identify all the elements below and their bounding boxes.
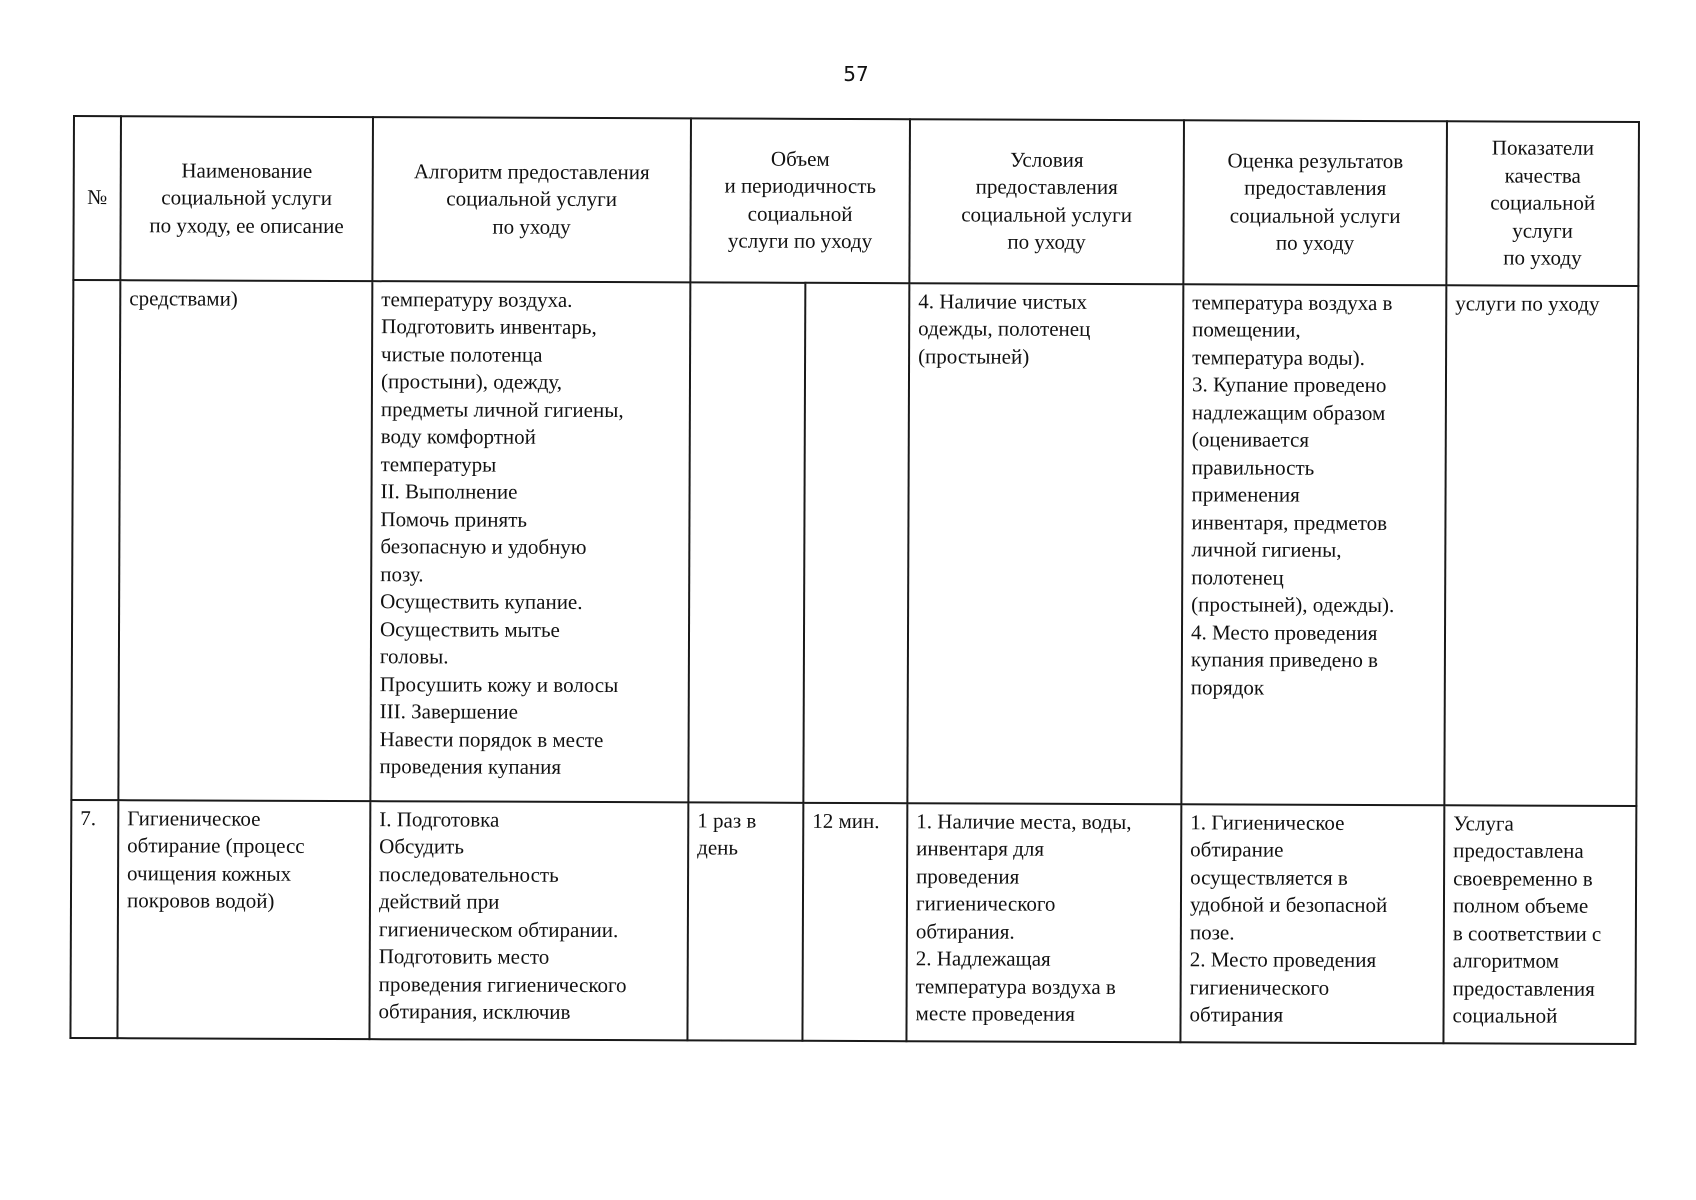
algorithm-cell: температуру воздуха. Подготовить инвентарь, чистые полотенца (простыни), одежду, предметы личной гигиены, воду комфортной температуры II. Выполнение Помочь принять безопасную и удобную позу. Осуществить купание. Осуществить мытье головы. Просушить кожу и волосы III. Завершение Навести порядок в месте проведения купания bbox=[370, 281, 690, 802]
duration-cell bbox=[803, 282, 909, 802]
duration-cell: 12 мин. bbox=[802, 802, 907, 1040]
table-row bbox=[70, 799, 1636, 1043]
frequency-cell bbox=[688, 282, 805, 802]
table-header-row bbox=[73, 116, 1639, 286]
conditions-cell: 1. Наличие места, воды, инвентаря для проведения гигиенического обтирания. 2. Надлежащая температура воздуха в месте проведения bbox=[906, 803, 1181, 1042]
header-conditions: Условия предоставления социальной услуги по уходу bbox=[909, 119, 1184, 284]
evaluation-cell: 1. Гигиеническое обтирание осуществляется в удобной и безопасной позе. 2. Место проведения гигиенического обтирания bbox=[1180, 804, 1444, 1043]
service-name-cell: средствами) bbox=[118, 280, 372, 801]
row-number: 7. bbox=[70, 799, 118, 1037]
conditions-cell: 4. Наличие чистых одежды, полотенец (простыней) bbox=[907, 283, 1183, 804]
page-number: 57 bbox=[843, 62, 869, 86]
services-table bbox=[69, 115, 1640, 1045]
header-service-name: Наименование социальной услуги по уходу, ее описание bbox=[120, 116, 373, 280]
evaluation-cell: температура воздуха в помещении, температура воды). 3. Купание проведено надлежащим образом (оценивается правильность применения инвентаря, предметов личной гигиены, полотенец (простыней), одежды). 4. Место проведения купания приведено в порядок bbox=[1181, 284, 1446, 805]
header-volume-frequency: Объем и периодичность социальной услуги по уходу bbox=[690, 118, 910, 282]
quality-cell: Услуга предоставлена своевременно в полном объеме в соответствии с алгоритмом предоставления социальной bbox=[1443, 805, 1636, 1044]
quality-cell: услуги по уходу bbox=[1444, 285, 1638, 806]
header-evaluation: Оценка результатов предоставления социальной услуги по уходу bbox=[1183, 120, 1447, 285]
frequency-cell: 1 раз в день bbox=[687, 802, 803, 1040]
service-name-cell: Гигиеническое обтирание (процесс очищения кожных покровов водой) bbox=[117, 800, 370, 1039]
header-quality-indicators: Показатели качества социальной услуги по уходу bbox=[1446, 121, 1639, 285]
header-num: № bbox=[73, 116, 121, 280]
row-number bbox=[71, 280, 120, 800]
algorithm-cell: I. Подготовка Обсудить последовательность действий при гигиеническом обтирании. Подготовить место проведения гигиенического обтирания, исключив bbox=[369, 801, 688, 1040]
header-algorithm: Алгоритм предоставления социальной услуги по уходу bbox=[372, 117, 691, 282]
table-row bbox=[71, 280, 1638, 806]
